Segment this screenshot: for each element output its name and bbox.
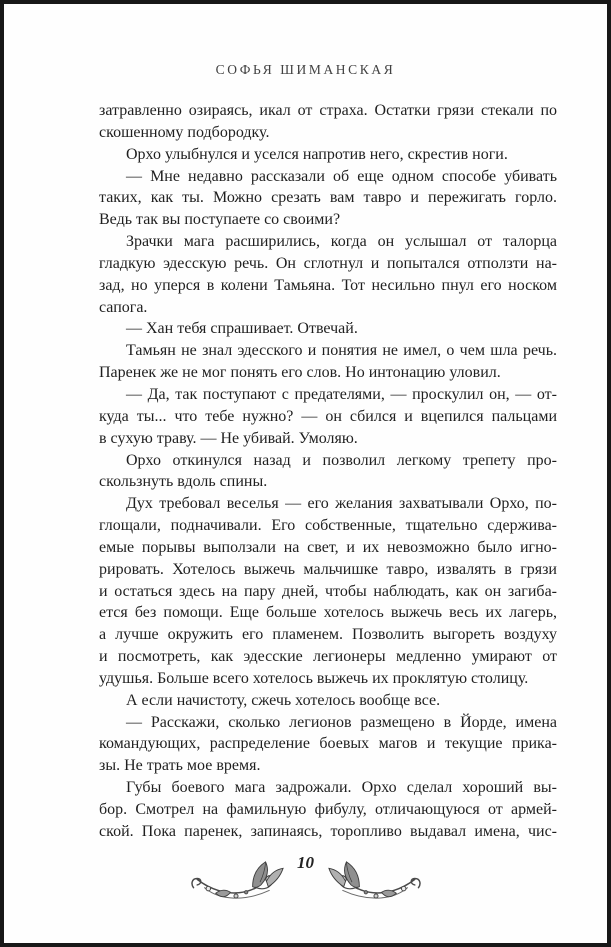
text-line: ской. Пока паренек, запинаясь, торопливо выдавал имена, чис- [99, 822, 557, 840]
text-line: бор. Смотрел на фамильную фибулу, отличающуюся от армей- [99, 801, 557, 818]
text-line: — Мне недавно рассказали об еще одном способе убивать [126, 167, 557, 185]
text-line: Паренек же не мог понять его слов. Но интонацию уловил. [99, 364, 501, 382]
paragraph [99, 712, 557, 778]
text-line: и остаться здесь на пару дней, чтобы наблюдать, как он загиба- [99, 582, 557, 600]
paragraph [99, 450, 557, 494]
text-line: удушья. Больше всего хотелось выжечь их проклятую столицу. [99, 669, 529, 687]
page-number: 10 [297, 853, 314, 872]
text-line: — Хан тебя спрашивает. Отвечай. [126, 320, 358, 338]
text-line: Зрачки мага расширились, когда он услышал от талорца [126, 233, 557, 251]
text-line: — Расскажи, сколько легионов размещено в Йорде, имена [126, 713, 557, 731]
text-line: затравленно озираясь, икал от страха. Остатки грязи стекали по [99, 102, 557, 119]
paragraph [99, 493, 557, 690]
running-header-author: СОФЬЯ ШИМАНСКАЯ [215, 62, 396, 77]
text-line: гладкую эдесскую речь. Он сглотнул и попытался отползти на- [99, 254, 557, 272]
paragraph [99, 100, 557, 144]
text-line: емые порывы выползали на свет, и их невозможно было игно- [99, 538, 557, 556]
text-line: Ведь так вы поступаете со своими? [99, 211, 341, 229]
text-line: таких, как ты. Можно срезать вам тавро и пережигать горло. [99, 189, 557, 207]
text-line: скошенному подбородку. [99, 123, 270, 141]
paragraph [99, 340, 557, 384]
text-line: Орхо улыбнулся и уселся напротив него, скрестив ноги. [126, 145, 508, 163]
page-text [99, 100, 557, 843]
text-line: глощали, подначивали. Его собственные, тщательно сдержива- [99, 517, 557, 535]
text-line: сапога. [99, 298, 148, 316]
floral-ornament-left-icon [188, 859, 284, 914]
text-line: скользнуть вдоль спины. [99, 473, 268, 491]
text-line: ется без помощи. Еще больше хотелось выжечь весь их лагерь, [99, 604, 557, 622]
text-line: в сухую траву. — Не убивай. Умоляю. [99, 429, 358, 447]
text-line: А если начистоту, сжечь хотелось вообще все. [126, 691, 441, 709]
paragraph [99, 690, 557, 712]
page-footer [4, 852, 607, 914]
text-line: Дух требовал веселья — его желания захватывали Орхо, по- [126, 495, 557, 513]
text-line: Губы боевого мага задрожали. Орхо сделал хороший вы- [126, 779, 557, 797]
text-line: а лучше окружить его пламенем. Позволить выгореть воздуху [99, 626, 557, 644]
paragraph [99, 384, 557, 450]
text-line: зад, но уперся в колени Тамьяна. Тот несильно пнул его носком [99, 276, 557, 294]
text-line: Орхо откинулся назад и позволил легкому трепету про- [126, 451, 557, 469]
paragraph [99, 318, 557, 340]
text-line: зы. Не трать мое время. [99, 757, 261, 775]
floral-ornament-right-icon [328, 859, 424, 914]
text-line: командующих, распределение боевых магов и текущие прика- [99, 735, 557, 753]
paragraph [99, 777, 557, 843]
paragraph [99, 231, 557, 318]
paragraph [99, 166, 557, 232]
text-line: и посмотреть, как эдесские легионеры медленно умирают от [99, 648, 557, 666]
paragraph [99, 144, 557, 166]
text-line: — Да, так поступают с предателями, — проскулил он, — от- [126, 385, 557, 403]
text-line: Тамьян не знал эдесского и понятия не имел, о чем шла речь. [126, 342, 557, 360]
text-line: рировать. Хотелось выжечь мальчишке тавро, извалять в грязи [99, 560, 557, 578]
text-line: куда ты... что тебе нужно? — он сбился и вцепился пальцами [99, 407, 557, 425]
